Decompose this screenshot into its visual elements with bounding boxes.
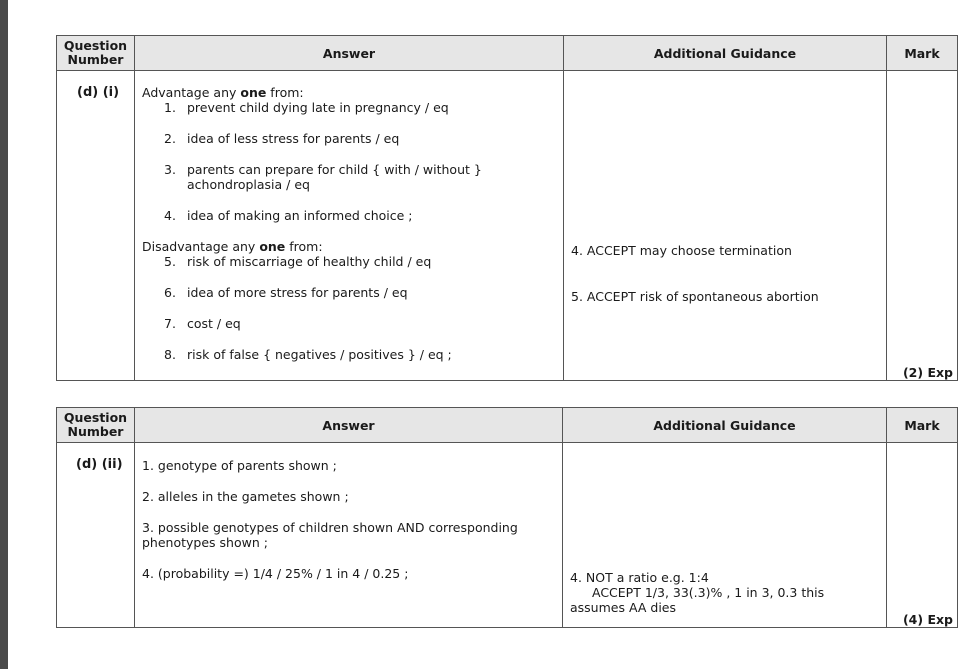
answer-item: 4. idea of making an informed choice ; (164, 208, 413, 223)
guidance-4: 4. NOT a ratio e.g. 1:4 ACCEPT 1/3, 33(.3)% , 1 in 3, 0.3 this assumes AA dies (570, 570, 825, 615)
mark-cell (887, 71, 958, 381)
answer-row (57, 71, 958, 381)
header-additional-guidance: Additional Guidance (564, 36, 887, 71)
mark-value: (2) Exp (902, 365, 953, 380)
answer-item: 2. alleles in the gametes shown ; (142, 489, 349, 504)
header-answer: Answer (135, 36, 564, 71)
header-mark: Mark (887, 36, 958, 71)
answer-item: 7. cost / eq (164, 316, 241, 331)
advantage-intro: Advantage any one from: (142, 85, 304, 100)
header-question-number: Question Number (57, 408, 135, 443)
question-number-cell (57, 71, 135, 381)
answer-item: 8. risk of false { negatives / positives } / eq ; (164, 347, 452, 362)
answer-item: 1. genotype of parents shown ; (142, 458, 337, 473)
answer-item: 6. idea of more stress for parents / eq (164, 285, 408, 300)
answer-item: 5. risk of miscarriage of healthy child / eq (164, 254, 432, 269)
answer-item: 4. (probability =) 1/4 / 25% / 1 in 4 / 0.25 ; (142, 566, 409, 581)
header-row (57, 36, 958, 71)
answer-row (57, 443, 958, 628)
answer-item: 1. prevent child dying late in pregnancy / eq (164, 100, 449, 115)
answer-item: 2. idea of less stress for parents / eq (164, 131, 400, 146)
mark-cell (887, 443, 958, 628)
header-mark: Mark (887, 408, 958, 443)
answer-cell (135, 71, 564, 381)
disadvantage-intro: Disadvantage any one from: (142, 239, 323, 254)
question-number: (d) (ii) (76, 457, 123, 472)
guidance-cell (564, 71, 887, 381)
question-number-cell (57, 443, 135, 628)
header-row (57, 408, 958, 443)
header-additional-guidance: Additional Guidance (563, 408, 887, 443)
header-answer: Answer (135, 408, 563, 443)
guidance-cell (563, 443, 887, 628)
answer-item: 3. possible genotypes of children shown AND corresponding phenotypes shown ; (142, 520, 518, 550)
guidance-5: 5. ACCEPT risk of spontaneous abortion (571, 289, 819, 304)
guidance-4: 4. ACCEPT may choose termination (571, 243, 792, 258)
header-question-number: Question Number (57, 36, 135, 71)
mark-scheme-table-d-i (56, 35, 958, 381)
left-edge-bar (0, 0, 8, 669)
mark-scheme-table-d-ii (56, 407, 958, 628)
question-number: (d) (i) (77, 85, 120, 100)
answer-cell (135, 443, 563, 628)
answer-item: 3. parents can prepare for child { with / without } achondroplasia / eq (164, 162, 482, 192)
mark-value: (4) Exp (902, 612, 953, 627)
